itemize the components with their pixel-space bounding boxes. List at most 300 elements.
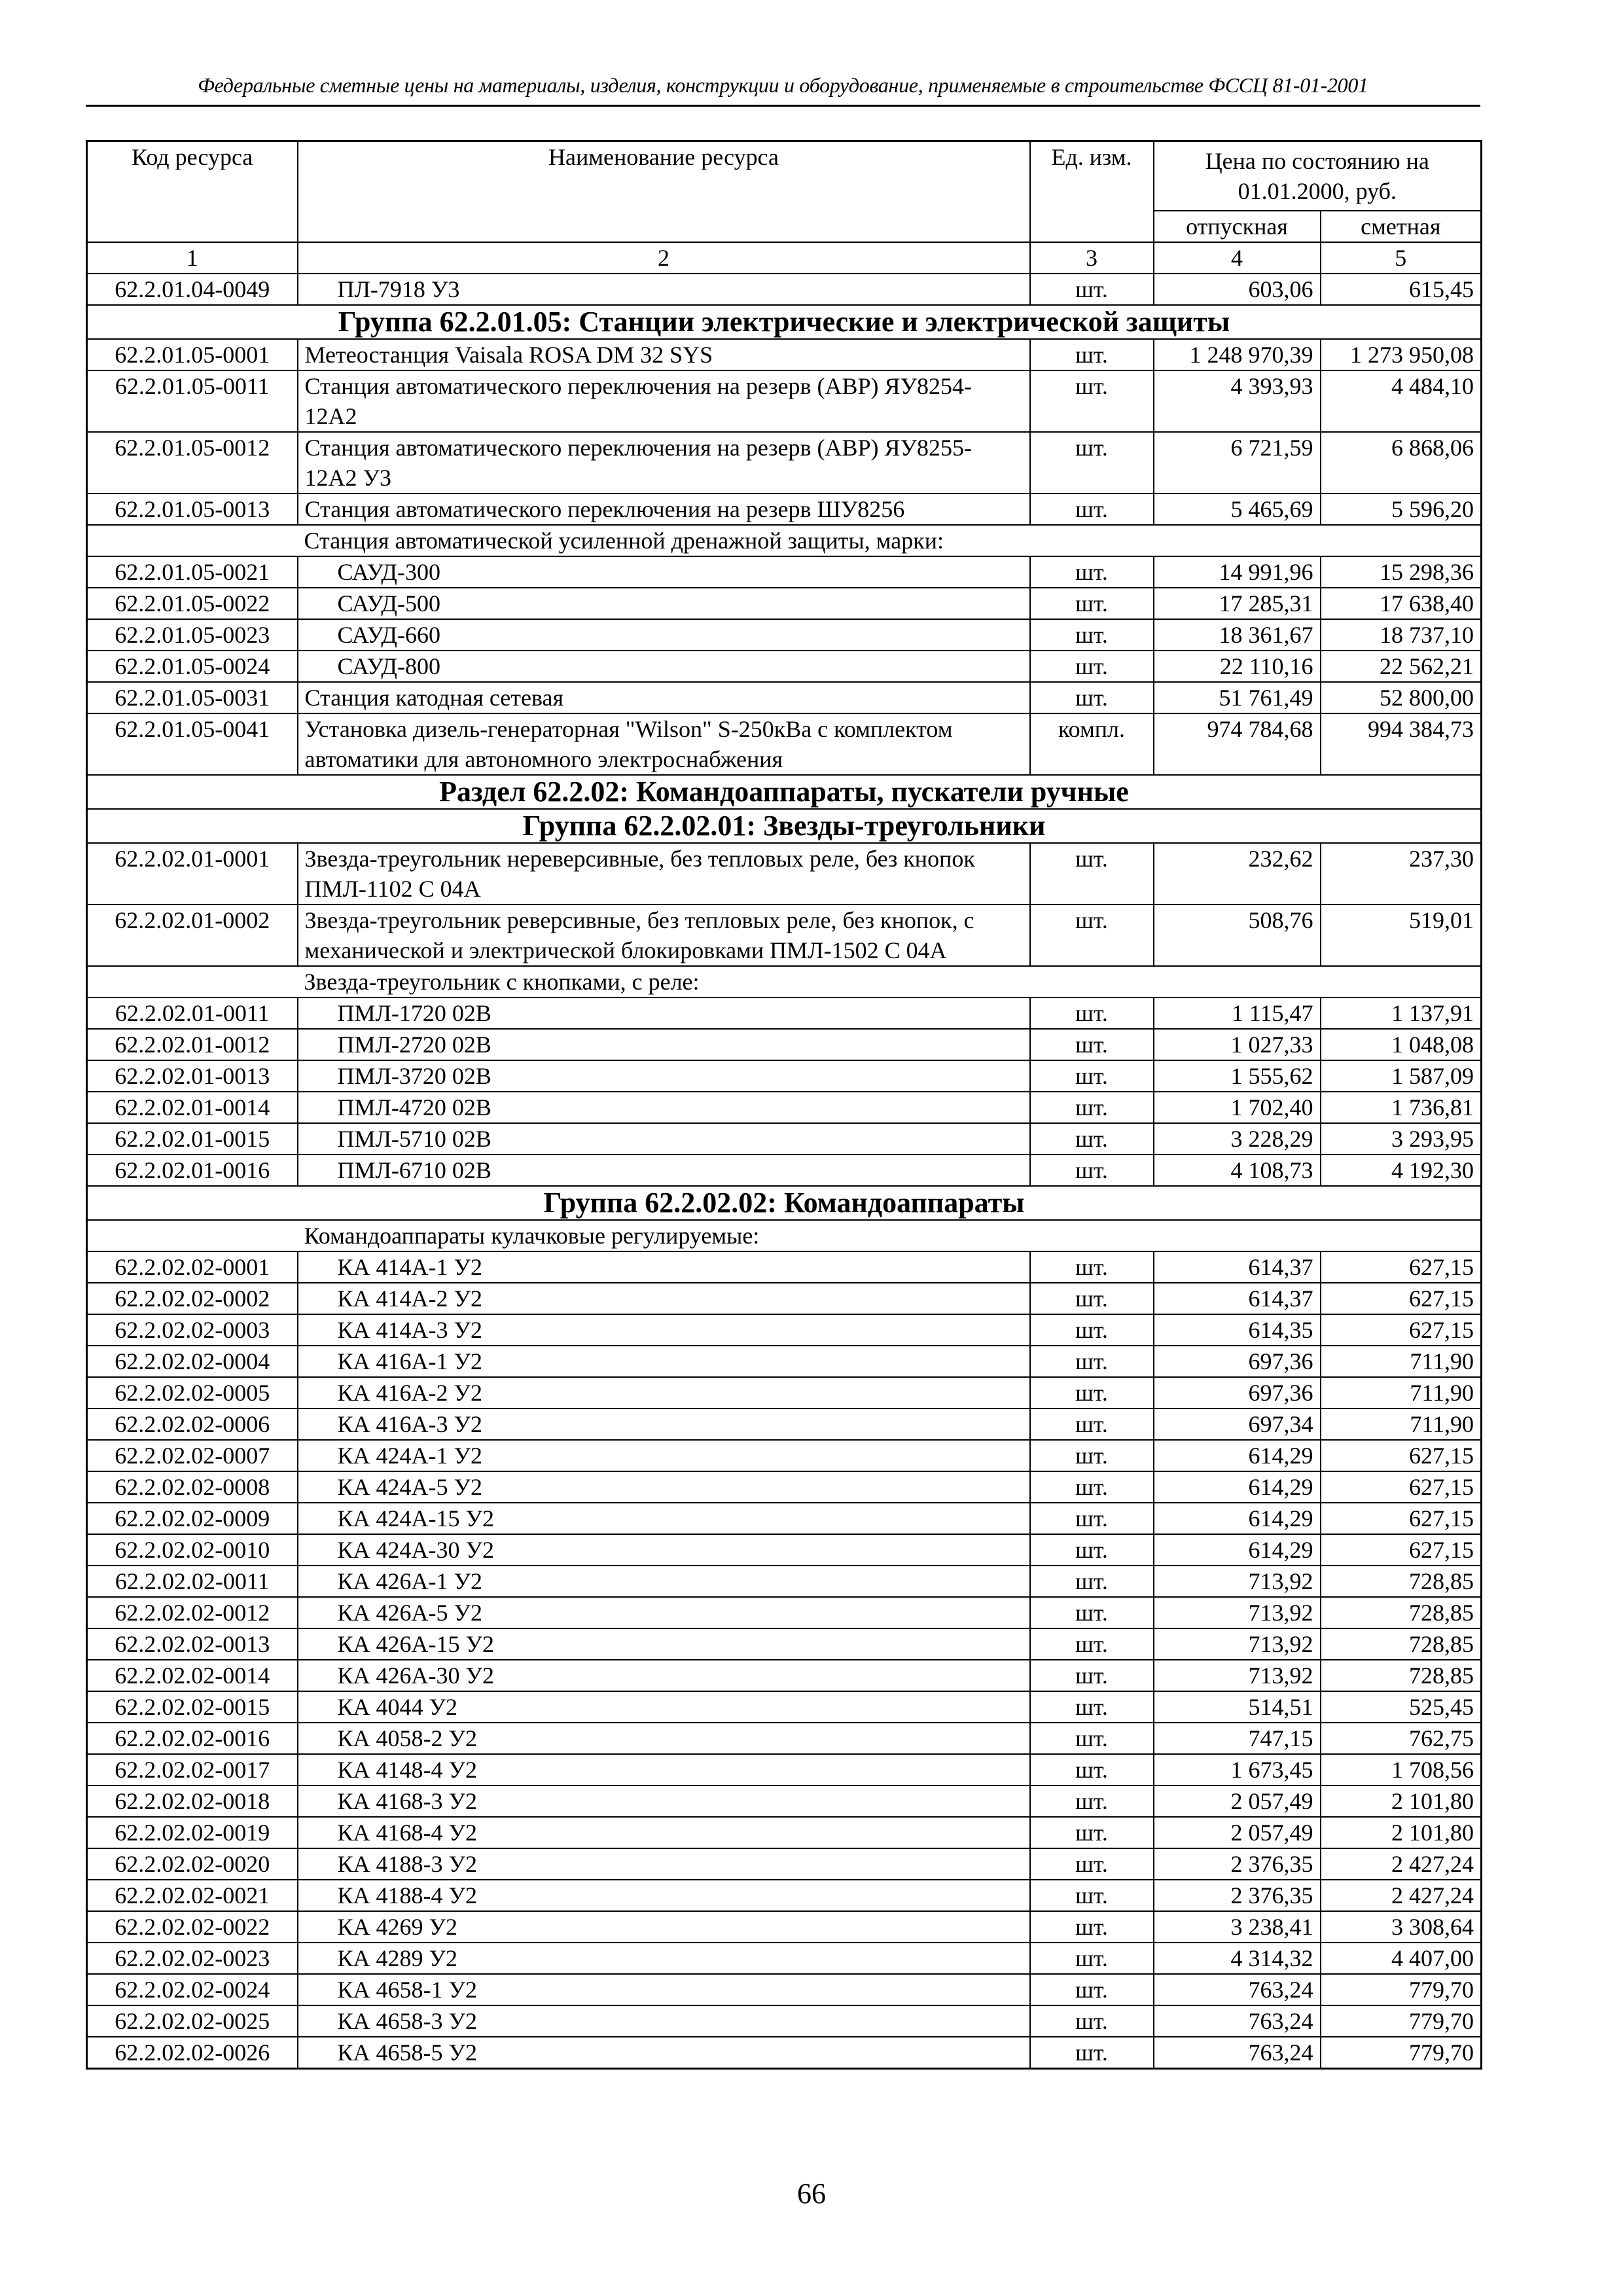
unit-of-measure: шт. xyxy=(1030,1880,1154,1911)
unit-of-measure: шт. xyxy=(1030,1440,1154,1471)
unit-of-measure: шт. xyxy=(1030,1408,1154,1440)
estimate-price: 627,15 xyxy=(1321,1283,1482,1314)
unit-of-measure: шт. xyxy=(1030,1029,1154,1060)
resource-code: 62.2.02.02-0001 xyxy=(87,1251,298,1283)
unit-of-measure: шт. xyxy=(1030,1566,1154,1597)
table-row xyxy=(87,1092,1482,1123)
resource-name: КА 416А-2 У2 xyxy=(298,1377,1030,1408)
release-price: 763,24 xyxy=(1154,1974,1321,2005)
resource-code: 62.2.01.05-0021 xyxy=(87,556,298,588)
release-price: 763,24 xyxy=(1154,2037,1321,2069)
resource-code: 62.2.02.02-0020 xyxy=(87,1848,298,1880)
release-price: 713,92 xyxy=(1154,1628,1321,1660)
resource-name: КА 4188-3 У2 xyxy=(298,1848,1030,1880)
resource-name: КА 414А-2 У2 xyxy=(298,1283,1030,1314)
release-price: 614,35 xyxy=(1154,1314,1321,1346)
header-name: Наименование ресурса xyxy=(298,141,1030,243)
unit-of-measure: шт. xyxy=(1030,1060,1154,1092)
estimate-price: 2 101,80 xyxy=(1321,1785,1482,1817)
estimate-price: 1 273 950,08 xyxy=(1321,339,1482,370)
estimate-price: 728,85 xyxy=(1321,1597,1482,1628)
table-row xyxy=(87,1754,1482,1785)
estimate-price: 1 137,91 xyxy=(1321,997,1482,1029)
resource-name: Установка дизель-генераторная "Wilson" S-250кВа с комплектом автоматики для автономного электроснабжения xyxy=(298,713,1030,775)
group-title: Группа 62.2.01.05: Станции электрические и электрической защиты xyxy=(87,305,1482,339)
estimate-price: 627,15 xyxy=(1321,1503,1482,1534)
resource-code: 62.2.02.02-0003 xyxy=(87,1314,298,1346)
column-number: 3 xyxy=(1030,242,1154,274)
estimate-price: 1 736,81 xyxy=(1321,1092,1482,1123)
resource-code: 62.2.01.05-0022 xyxy=(87,588,298,619)
unit-of-measure: шт. xyxy=(1030,1817,1154,1848)
resource-code: 62.2.02.02-0021 xyxy=(87,1880,298,1911)
release-price: 614,37 xyxy=(1154,1251,1321,1283)
resource-name: Станция автоматического переключения на резерв (АВР) ЯУ8254-12А2 xyxy=(298,370,1030,432)
resource-name: КА 4289 У2 xyxy=(298,1943,1030,1974)
unit-of-measure: шт. xyxy=(1030,1503,1154,1534)
unit-of-measure: шт. xyxy=(1030,651,1154,682)
resource-code: 62.2.02.01-0002 xyxy=(87,905,298,966)
subheading-spacer xyxy=(87,966,298,997)
table-row xyxy=(87,1283,1482,1314)
table-row xyxy=(87,1471,1482,1503)
resource-code: 62.2.02.02-0023 xyxy=(87,1943,298,1974)
resource-code: 62.2.02.01-0013 xyxy=(87,1060,298,1092)
release-price: 1 702,40 xyxy=(1154,1092,1321,1123)
estimate-price: 4 407,00 xyxy=(1321,1943,1482,1974)
table-row xyxy=(87,370,1482,432)
estimate-price: 52 800,00 xyxy=(1321,682,1482,713)
release-price: 4 393,93 xyxy=(1154,370,1321,432)
resource-code: 62.2.02.01-0012 xyxy=(87,1029,298,1060)
resource-code: 62.2.02.02-0016 xyxy=(87,1723,298,1754)
release-price: 3 228,29 xyxy=(1154,1123,1321,1155)
unit-of-measure: шт. xyxy=(1030,1848,1154,1880)
release-price: 697,36 xyxy=(1154,1377,1321,1408)
estimate-price: 627,15 xyxy=(1321,1534,1482,1566)
group-heading-row xyxy=(87,775,1482,809)
resource-name: ПМЛ-1720 02В xyxy=(298,997,1030,1029)
resource-name: ПМЛ-4720 02В xyxy=(298,1092,1030,1123)
resource-name: КА 426А-15 У2 xyxy=(298,1628,1030,1660)
estimate-price: 615,45 xyxy=(1321,274,1482,305)
resource-code: 62.2.01.05-0011 xyxy=(87,370,298,432)
resource-code: 62.2.01.05-0013 xyxy=(87,493,298,525)
estimate-price: 762,75 xyxy=(1321,1723,1482,1754)
resource-name: САУД-300 xyxy=(298,556,1030,588)
resource-code: 62.2.02.02-0017 xyxy=(87,1754,298,1785)
group-title: Раздел 62.2.02: Командоаппараты, пускатели ручные xyxy=(87,775,1482,809)
estimate-price: 4 484,10 xyxy=(1321,370,1482,432)
table-row xyxy=(87,1848,1482,1880)
table-row xyxy=(87,1251,1482,1283)
release-price: 713,92 xyxy=(1154,1660,1321,1691)
estimate-price: 2 427,24 xyxy=(1321,1848,1482,1880)
release-price: 232,62 xyxy=(1154,843,1321,905)
estimate-price: 779,70 xyxy=(1321,2005,1482,2037)
unit-of-measure: шт. xyxy=(1030,1723,1154,1754)
estimate-price: 728,85 xyxy=(1321,1566,1482,1597)
table-row xyxy=(87,588,1482,619)
release-price: 713,92 xyxy=(1154,1597,1321,1628)
resource-name: КА 4058-2 У2 xyxy=(298,1723,1030,1754)
estimate-price: 17 638,40 xyxy=(1321,588,1482,619)
estimate-price: 1 587,09 xyxy=(1321,1060,1482,1092)
release-price: 3 238,41 xyxy=(1154,1911,1321,1943)
resource-code: 62.2.02.02-0006 xyxy=(87,1408,298,1440)
release-price: 1 673,45 xyxy=(1154,1754,1321,1785)
estimate-price: 779,70 xyxy=(1321,1974,1482,2005)
table-row xyxy=(87,1314,1482,1346)
table-row xyxy=(87,1566,1482,1597)
release-price: 747,15 xyxy=(1154,1723,1321,1754)
table-row xyxy=(87,619,1482,651)
resource-code: 62.2.01.05-0012 xyxy=(87,432,298,493)
resource-code: 62.2.02.02-0005 xyxy=(87,1377,298,1408)
estimate-price: 779,70 xyxy=(1321,2037,1482,2069)
table-row xyxy=(87,1691,1482,1723)
unit-of-measure: шт. xyxy=(1030,682,1154,713)
table-row xyxy=(87,1628,1482,1660)
release-price: 974 784,68 xyxy=(1154,713,1321,775)
resource-name: ПЛ-7918 У3 xyxy=(298,274,1030,305)
resource-name: Звезда-треугольник реверсивные, без тепловых реле, без кнопок, с механической и электрической блокировками ПМЛ-1502 С 04А xyxy=(298,905,1030,966)
resource-code: 62.2.01.05-0024 xyxy=(87,651,298,682)
table-row xyxy=(87,1911,1482,1943)
release-price: 697,34 xyxy=(1154,1408,1321,1440)
resource-code: 62.2.02.02-0008 xyxy=(87,1471,298,1503)
table-row xyxy=(87,1785,1482,1817)
release-price: 1 115,47 xyxy=(1154,997,1321,1029)
unit-of-measure: шт. xyxy=(1030,1155,1154,1186)
resource-code: 62.2.02.02-0024 xyxy=(87,1974,298,2005)
subheading-text: Звезда-треугольник с кнопками, с реле: xyxy=(298,966,1482,997)
release-price: 614,29 xyxy=(1154,1534,1321,1566)
release-price: 2 057,49 xyxy=(1154,1785,1321,1817)
resource-name: ПМЛ-2720 02В xyxy=(298,1029,1030,1060)
resource-code: 62.2.02.02-0002 xyxy=(87,1283,298,1314)
resource-name: КА 4658-1 У2 xyxy=(298,1974,1030,2005)
unit-of-measure: шт. xyxy=(1030,556,1154,588)
table-row xyxy=(87,713,1482,775)
header-price-group: Цена по состоянию на 01.01.2000, руб. xyxy=(1154,141,1482,211)
running-header: Федеральные сметные цены на материалы, изделия, конструкции и оборудование, применяемые в строительстве ФССЦ 81-01-2001 xyxy=(198,73,1368,97)
resource-name: КА 424А-15 У2 xyxy=(298,1503,1030,1534)
resource-code: 62.2.02.02-0007 xyxy=(87,1440,298,1471)
unit-of-measure: шт. xyxy=(1030,1754,1154,1785)
resource-name: САУД-660 xyxy=(298,619,1030,651)
resource-name: КА 4658-5 У2 xyxy=(298,2037,1030,2069)
table-row xyxy=(87,1346,1482,1377)
subheading-row xyxy=(87,525,1482,556)
unit-of-measure: шт. xyxy=(1030,2005,1154,2037)
unit-of-measure: шт. xyxy=(1030,339,1154,370)
unit-of-measure: шт. xyxy=(1030,1974,1154,2005)
table-row xyxy=(87,651,1482,682)
estimate-price: 18 737,10 xyxy=(1321,619,1482,651)
estimate-price: 1 048,08 xyxy=(1321,1029,1482,1060)
resource-code: 62.2.02.02-0015 xyxy=(87,1691,298,1723)
resource-code: 62.2.02.02-0010 xyxy=(87,1534,298,1566)
release-price: 5 465,69 xyxy=(1154,493,1321,525)
resource-code: 62.2.02.01-0014 xyxy=(87,1092,298,1123)
estimate-price: 728,85 xyxy=(1321,1660,1482,1691)
estimate-price: 525,45 xyxy=(1321,1691,1482,1723)
resource-name: КА 424А-1 У2 xyxy=(298,1440,1030,1471)
resource-name: КА 4168-3 У2 xyxy=(298,1785,1030,1817)
unit-of-measure: шт. xyxy=(1030,1785,1154,1817)
unit-of-measure: шт. xyxy=(1030,1377,1154,1408)
unit-of-measure: шт. xyxy=(1030,1251,1154,1283)
header-price-estimate: сметная xyxy=(1321,211,1482,242)
table-row xyxy=(87,493,1482,525)
resource-name: КА 4188-4 У2 xyxy=(298,1880,1030,1911)
estimate-price: 711,90 xyxy=(1321,1377,1482,1408)
estimate-price: 5 596,20 xyxy=(1321,493,1482,525)
unit-of-measure: шт. xyxy=(1030,1597,1154,1628)
table-row xyxy=(87,339,1482,370)
subheading-spacer xyxy=(87,525,298,556)
unit-of-measure: шт. xyxy=(1030,619,1154,651)
table-row xyxy=(87,274,1482,305)
resource-code: 62.2.02.02-0009 xyxy=(87,1503,298,1534)
resource-name: КА 416А-1 У2 xyxy=(298,1346,1030,1377)
estimate-price: 728,85 xyxy=(1321,1628,1482,1660)
estimate-price: 4 192,30 xyxy=(1321,1155,1482,1186)
unit-of-measure: шт. xyxy=(1030,1346,1154,1377)
resource-name: КА 426А-5 У2 xyxy=(298,1597,1030,1628)
release-price: 697,36 xyxy=(1154,1346,1321,1377)
table-row xyxy=(87,1029,1482,1060)
resource-code: 62.2.02.01-0011 xyxy=(87,997,298,1029)
table-row xyxy=(87,1723,1482,1754)
estimate-price: 627,15 xyxy=(1321,1471,1482,1503)
page-number: 66 xyxy=(797,2178,826,2210)
unit-of-measure: шт. xyxy=(1030,1628,1154,1660)
estimate-price: 3 308,64 xyxy=(1321,1911,1482,1943)
resource-code: 62.2.01.05-0023 xyxy=(87,619,298,651)
release-price: 14 991,96 xyxy=(1154,556,1321,588)
subheading-spacer xyxy=(87,1220,298,1251)
table-row xyxy=(87,1943,1482,1974)
estimate-price: 2 101,80 xyxy=(1321,1817,1482,1848)
release-price: 713,92 xyxy=(1154,1566,1321,1597)
resource-name: КА 426А-1 У2 xyxy=(298,1566,1030,1597)
table-row xyxy=(87,1440,1482,1471)
resource-name: Станция автоматического переключения на резерв ШУ8256 xyxy=(298,493,1030,525)
resource-code: 62.2.02.01-0016 xyxy=(87,1155,298,1186)
unit-of-measure: шт. xyxy=(1030,1314,1154,1346)
table-row xyxy=(87,1408,1482,1440)
release-price: 6 721,59 xyxy=(1154,432,1321,493)
subheading-text: Командоаппараты кулачковые регулируемые: xyxy=(298,1220,1482,1251)
release-price: 2 057,49 xyxy=(1154,1817,1321,1848)
resource-name: КА 424А-30 У2 xyxy=(298,1534,1030,1566)
resource-name: ПМЛ-6710 02В xyxy=(298,1155,1030,1186)
release-price: 514,51 xyxy=(1154,1691,1321,1723)
resource-name: КА 424А-5 У2 xyxy=(298,1471,1030,1503)
header-rule xyxy=(86,105,1480,107)
resource-code: 62.2.02.02-0011 xyxy=(87,1566,298,1597)
estimate-price: 237,30 xyxy=(1321,843,1482,905)
resource-code: 62.2.02.01-0001 xyxy=(87,843,298,905)
table-row xyxy=(87,1660,1482,1691)
unit-of-measure: шт. xyxy=(1030,905,1154,966)
estimate-price: 22 562,21 xyxy=(1321,651,1482,682)
resource-code: 62.2.01.05-0001 xyxy=(87,339,298,370)
release-price: 614,29 xyxy=(1154,1471,1321,1503)
group-title: Группа 62.2.02.01: Звезды-треугольники xyxy=(87,809,1482,843)
resource-code: 62.2.02.01-0015 xyxy=(87,1123,298,1155)
resource-name: КА 414А-3 У2 xyxy=(298,1314,1030,1346)
resource-name: КА 414А-1 У2 xyxy=(298,1251,1030,1283)
subheading-text: Станция автоматической усиленной дренажной защиты, марки: xyxy=(298,525,1482,556)
release-price: 614,37 xyxy=(1154,1283,1321,1314)
column-number: 5 xyxy=(1321,242,1482,274)
unit-of-measure: шт. xyxy=(1030,1471,1154,1503)
unit-of-measure: шт. xyxy=(1030,1123,1154,1155)
header-unit: Ед. изм. xyxy=(1030,141,1154,243)
unit-of-measure: шт. xyxy=(1030,432,1154,493)
release-price: 1 555,62 xyxy=(1154,1060,1321,1092)
release-price: 2 376,35 xyxy=(1154,1880,1321,1911)
resource-code: 62.2.02.02-0014 xyxy=(87,1660,298,1691)
table-row xyxy=(87,1817,1482,1848)
release-price: 614,29 xyxy=(1154,1440,1321,1471)
table-row xyxy=(87,2037,1482,2069)
subheading-row xyxy=(87,1220,1482,1251)
resource-code: 62.2.02.02-0012 xyxy=(87,1597,298,1628)
resource-name: КА 4269 У2 xyxy=(298,1911,1030,1943)
unit-of-measure: шт. xyxy=(1030,588,1154,619)
estimate-price: 627,15 xyxy=(1321,1314,1482,1346)
unit-of-measure: шт. xyxy=(1030,1943,1154,1974)
resource-name: ПМЛ-3720 02В xyxy=(298,1060,1030,1092)
unit-of-measure: шт. xyxy=(1030,274,1154,305)
resource-name: КА 4168-4 У2 xyxy=(298,1817,1030,1848)
unit-of-measure: шт. xyxy=(1030,843,1154,905)
release-price: 18 361,67 xyxy=(1154,619,1321,651)
estimate-price: 15 298,36 xyxy=(1321,556,1482,588)
release-price: 17 285,31 xyxy=(1154,588,1321,619)
table-row xyxy=(87,1597,1482,1628)
unit-of-measure: шт. xyxy=(1030,493,1154,525)
resource-name: САУД-800 xyxy=(298,651,1030,682)
release-price: 763,24 xyxy=(1154,2005,1321,2037)
unit-of-measure: шт. xyxy=(1030,1911,1154,1943)
table-row xyxy=(87,1155,1482,1186)
estimate-price: 519,01 xyxy=(1321,905,1482,966)
table-row xyxy=(87,905,1482,966)
column-number: 1 xyxy=(87,242,298,274)
resource-code: 62.2.01.05-0031 xyxy=(87,682,298,713)
release-price: 603,06 xyxy=(1154,274,1321,305)
resource-name: КА 4148-4 У2 xyxy=(298,1754,1030,1785)
estimate-price: 994 384,73 xyxy=(1321,713,1482,775)
group-title: Группа 62.2.02.02: Командоаппараты xyxy=(87,1186,1482,1220)
estimate-price: 711,90 xyxy=(1321,1408,1482,1440)
header-price-release: отпускная xyxy=(1154,211,1321,242)
group-heading-row xyxy=(87,809,1482,843)
resource-code: 62.2.02.02-0013 xyxy=(87,1628,298,1660)
resource-name: САУД-500 xyxy=(298,588,1030,619)
unit-of-measure: шт. xyxy=(1030,1283,1154,1314)
table-body xyxy=(87,274,1482,2069)
header-code: Код ресурса xyxy=(87,141,298,243)
table-row xyxy=(87,682,1482,713)
table-row xyxy=(87,556,1482,588)
release-price: 4 314,32 xyxy=(1154,1943,1321,1974)
table-row xyxy=(87,843,1482,905)
release-price: 51 761,49 xyxy=(1154,682,1321,713)
table-row xyxy=(87,1534,1482,1566)
resource-name: Метеостанция Vaisala ROSA DM 32 SYS xyxy=(298,339,1030,370)
unit-of-measure: шт. xyxy=(1030,1534,1154,1566)
table-row xyxy=(87,2005,1482,2037)
resource-code: 62.2.01.05-0041 xyxy=(87,713,298,775)
resource-code: 62.2.02.02-0004 xyxy=(87,1346,298,1377)
unit-of-measure: шт. xyxy=(1030,1092,1154,1123)
table-row xyxy=(87,1377,1482,1408)
table-row xyxy=(87,432,1482,493)
resource-name: КА 4658-3 У2 xyxy=(298,2005,1030,2037)
table-row xyxy=(87,1974,1482,2005)
release-price: 614,29 xyxy=(1154,1503,1321,1534)
unit-of-measure: шт. xyxy=(1030,370,1154,432)
release-price: 22 110,16 xyxy=(1154,651,1321,682)
release-price: 2 376,35 xyxy=(1154,1848,1321,1880)
table-row xyxy=(87,1880,1482,1911)
unit-of-measure: компл. xyxy=(1030,713,1154,775)
resource-code: 62.2.02.02-0018 xyxy=(87,1785,298,1817)
estimate-price: 1 708,56 xyxy=(1321,1754,1482,1785)
resource-name: КА 416А-3 У2 xyxy=(298,1408,1030,1440)
resource-name: ПМЛ-5710 02В xyxy=(298,1123,1030,1155)
estimate-price: 3 293,95 xyxy=(1321,1123,1482,1155)
estimate-price: 627,15 xyxy=(1321,1440,1482,1471)
resource-name: КА 4044 У2 xyxy=(298,1691,1030,1723)
release-price: 1 027,33 xyxy=(1154,1029,1321,1060)
unit-of-measure: шт. xyxy=(1030,997,1154,1029)
estimate-price: 2 427,24 xyxy=(1321,1880,1482,1911)
resource-code: 62.2.02.02-0022 xyxy=(87,1911,298,1943)
unit-of-measure: шт. xyxy=(1030,1660,1154,1691)
resource-code: 62.2.02.02-0019 xyxy=(87,1817,298,1848)
estimate-price: 6 868,06 xyxy=(1321,432,1482,493)
group-heading-row xyxy=(87,1186,1482,1220)
resource-code: 62.2.02.02-0026 xyxy=(87,2037,298,2069)
resource-name: КА 426А-30 У2 xyxy=(298,1660,1030,1691)
resource-name: Станция катодная сетевая xyxy=(298,682,1030,713)
column-number: 2 xyxy=(298,242,1030,274)
table-row xyxy=(87,997,1482,1029)
resource-code: 62.2.01.04-0049 xyxy=(87,274,298,305)
resource-name: Станция автоматического переключения на резерв (АВР) ЯУ8255-12А2 У3 xyxy=(298,432,1030,493)
table-row xyxy=(87,1060,1482,1092)
release-price: 508,76 xyxy=(1154,905,1321,966)
table-row xyxy=(87,1503,1482,1534)
table-row xyxy=(87,1123,1482,1155)
price-table xyxy=(86,140,1482,2070)
column-number: 4 xyxy=(1154,242,1321,274)
estimate-price: 627,15 xyxy=(1321,1251,1482,1283)
resource-code: 62.2.02.02-0025 xyxy=(87,2005,298,2037)
unit-of-measure: шт. xyxy=(1030,2037,1154,2069)
release-price: 4 108,73 xyxy=(1154,1155,1321,1186)
resource-name: Звезда-треугольник нереверсивные, без тепловых реле, без кнопок ПМЛ-1102 С 04А xyxy=(298,843,1030,905)
group-heading-row xyxy=(87,305,1482,339)
release-price: 1 248 970,39 xyxy=(1154,339,1321,370)
